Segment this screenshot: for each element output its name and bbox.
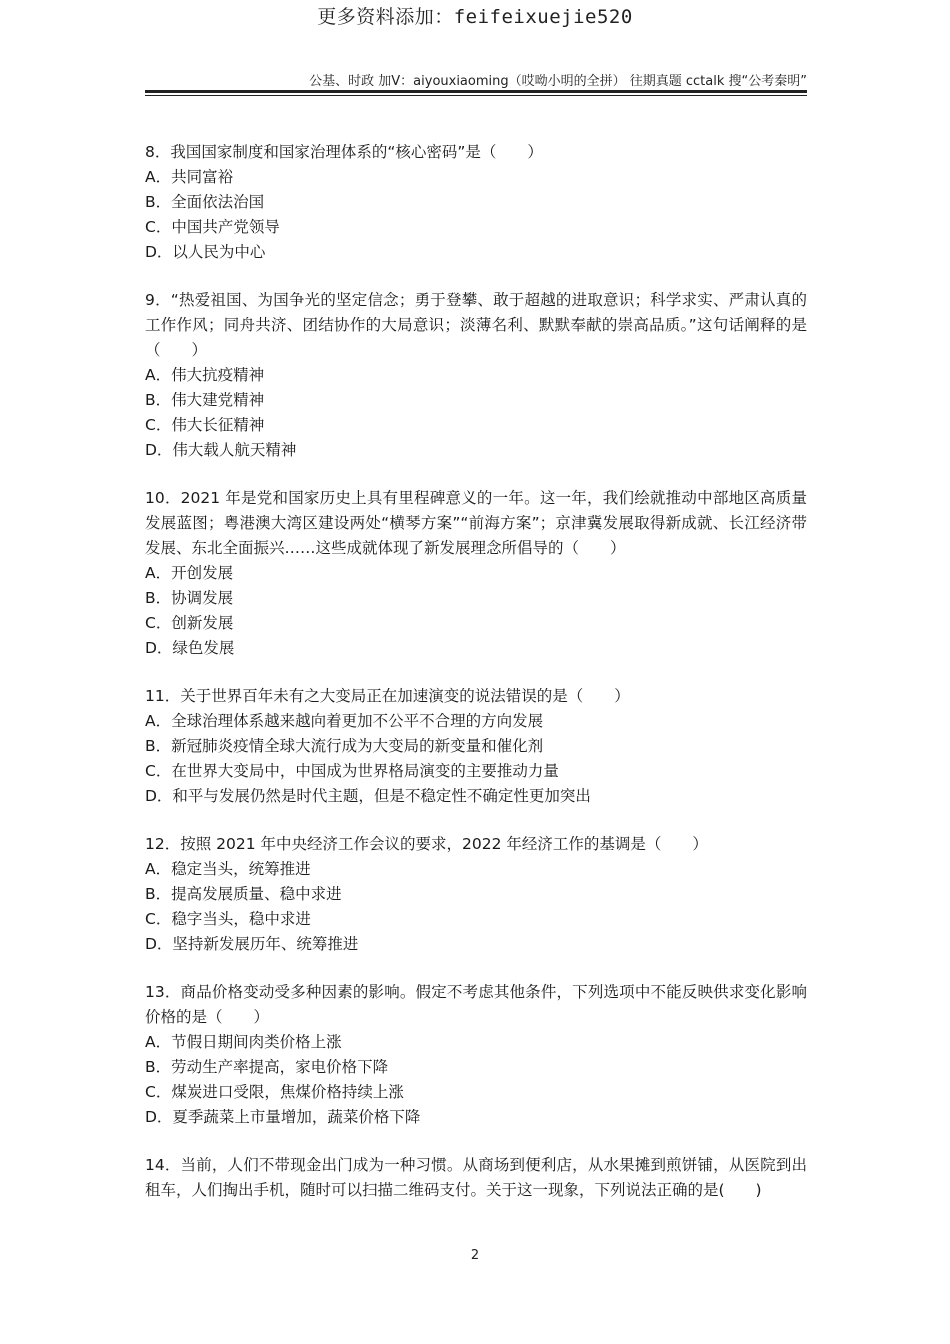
question-stem: 9．“热爱祖国、为国争光的坚定信念；勇于登攀、敢于超越的进取意识；科学求实、严肃认真的工作作风；同舟共济、团结协作的大局意识；淡薄名利、默默奉献的崇高品质。”这句话阐释的是（ ） <box>145 291 807 359</box>
question-stem: 12．按照 2021 年中央经济工作会议的要求，2022 年经济工作的基调是（ ） <box>145 835 708 853</box>
option-d: D．夏季蔬菜上市量增加，蔬菜价格下降 <box>145 1108 421 1126</box>
option-d: D．坚持新发展历年、统筹推进 <box>145 935 359 953</box>
option-b: B．劳动生产率提高，家电价格下降 <box>145 1058 389 1076</box>
question-10 <box>145 486 807 661</box>
option-a: A．节假日期间肉类价格上涨 <box>145 1033 342 1051</box>
question-13 <box>145 980 807 1130</box>
option-c: C．在世界大变局中，中国成为世界格局演变的主要推动力量 <box>145 762 559 780</box>
watermark-text: 更多资料添加：feifeixuejie520 <box>317 6 633 28</box>
question-stem: 13．商品价格变动受多种因素的影响。假定不考虑其他条件，下列选项中不能反映供求变化影响价格的是（ ） <box>145 983 807 1026</box>
option-c: C．伟大长征精神 <box>145 416 265 434</box>
question-8 <box>145 140 807 265</box>
option-d: D．伟大载人航天精神 <box>145 441 297 459</box>
option-a: A．伟大抗疫精神 <box>145 366 265 384</box>
question-stem: 11．关于世界百年未有之大变局正在加速演变的说法错误的是（ ） <box>145 687 630 705</box>
option-b: B．新冠肺炎疫情全球大流行成为大变局的新变量和催化剂 <box>145 737 544 755</box>
option-b: B．伟大建党精神 <box>145 391 265 409</box>
option-a: A．开创发展 <box>145 564 234 582</box>
question-stem: 10．2021 年是党和国家历史上具有里程碑意义的一年。这一年，我们绘就推动中部地区高质量发展蓝图；粤港澳大湾区建设两处“横琴方案”“前海方案”；京津冀发展取得新成就、长江经济带发展、东北全面振兴……这些成就体现了新发展理念所倡导的（ ） <box>145 489 807 557</box>
option-c: C．稳字当头，稳中求进 <box>145 910 311 928</box>
question-stem: 14．当前，人们不带现金出门成为一种习惯。从商场到便利店，从水果摊到煎饼铺，从医院到出租车，人们掏出手机，随时可以扫描二维码支付。关于这一现象，下列说法正确的是( ) <box>145 1156 807 1199</box>
header-rule-thick <box>145 90 807 93</box>
option-a: A．共同富裕 <box>145 168 234 186</box>
option-d: D．绿色发展 <box>145 639 235 657</box>
question-list <box>145 140 807 1226</box>
option-b: B．全面依法治国 <box>145 193 265 211</box>
option-c: C．创新发展 <box>145 614 234 632</box>
option-d: D．和平与发展仍然是时代主题，但是不稳定性不确定性更加突出 <box>145 787 591 805</box>
question-9 <box>145 288 807 463</box>
page-header: 公基、时政 加V：aiyouxiaoming（哎呦小明的全拼） 往期真题 cctalk 搜“公考秦明” <box>309 74 807 89</box>
option-a: A．稳定当头，统筹推进 <box>145 860 311 878</box>
question-12 <box>145 832 807 957</box>
page-number: 2 <box>470 1248 480 1263</box>
option-a: A．全球治理体系越来越向着更加不公平不合理的方向发展 <box>145 712 544 730</box>
question-stem: 8．我国国家制度和国家治理体系的“核心密码”是（ ） <box>145 143 543 161</box>
option-c: C．煤炭进口受限，焦煤价格持续上涨 <box>145 1083 404 1101</box>
option-b: B．提高发展质量、稳中求进 <box>145 885 342 903</box>
option-d: D．以人民为中心 <box>145 243 266 261</box>
question-14 <box>145 1153 807 1203</box>
option-b: B．协调发展 <box>145 589 234 607</box>
question-11 <box>145 684 807 809</box>
header-rule-thin <box>145 95 807 96</box>
option-c: C．中国共产党领导 <box>145 218 280 236</box>
